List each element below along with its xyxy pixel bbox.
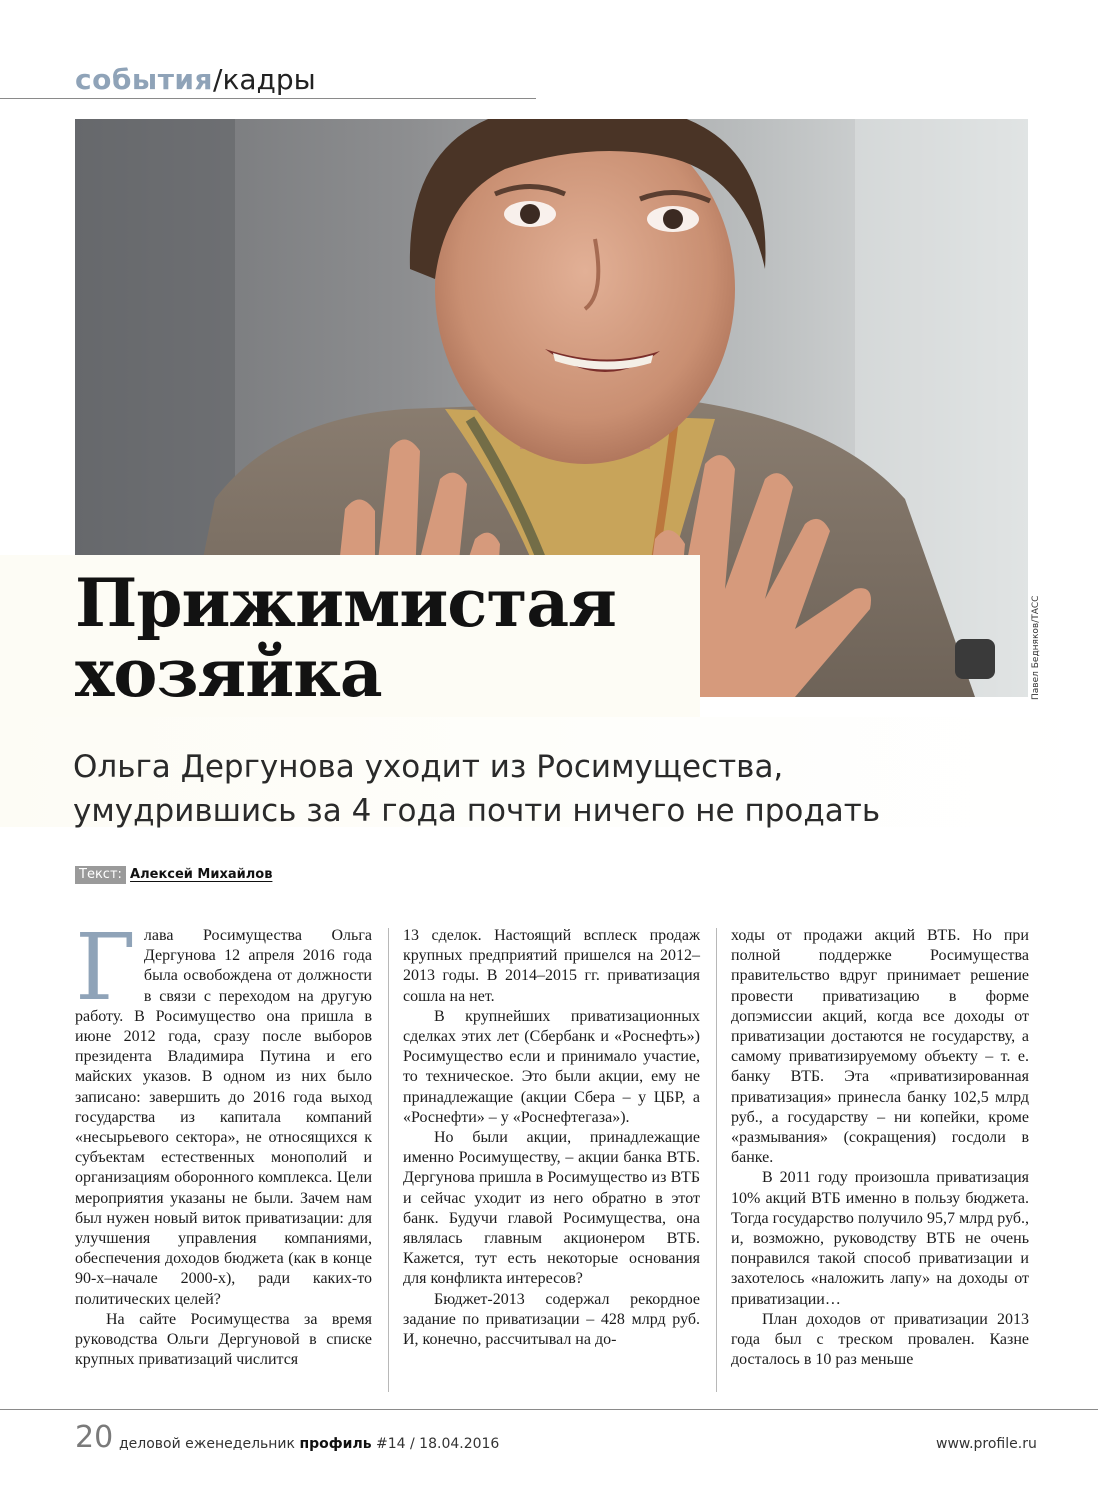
paragraph: лава Росимущества Ольга Дергунова 12 апреля 2016 года была освобождена от должности в связи с переходом на другую работу. В Росимущество она пришла в июне 2012 года, сразу после выборов президента Владимира Путина и его майских указов. В одном из них было записано: завершить до 2016 года выход государства из капитала компаний «несырьевого сектора», не относящихся к субъектам естественных монополий и организациям оборонного комплекса. Цели мероприятия указаны не были. Зачем нам был нужен новый виток приватизации: для улучшения управления компаниями, обеспечения доходов бюджета (как в конце 90-х–начале 2000-х), ради каких-то политических целей? xyxy=(75,927,372,1308)
photo-credit xyxy=(1031,590,1047,700)
footer-publication-prefix: деловой еженедельник xyxy=(119,1436,295,1452)
footer-brand: профиль xyxy=(299,1436,372,1452)
headline-line-2: хозяйка xyxy=(75,634,382,712)
paragraph: План доходов от приватизации 2013 года был с треском провален. Казне досталось в 10 раз меньше xyxy=(731,1310,1029,1369)
article-column-3 xyxy=(731,926,1029,1370)
paragraph: 13 сделок. Настоящий всплеск продаж крупных предприятий пришелся на 2012–2013 годы. В 2014–2015 гг. приватизация сошла на нет. xyxy=(403,927,700,1005)
page-number: 20 xyxy=(75,1420,114,1455)
footer-issue: #14 / 18.04.2016 xyxy=(376,1436,500,1452)
article-column-1 xyxy=(75,914,372,1370)
paragraph: На сайте Росимущества за время руководства Ольги Дергуновой в списке крупных приватизаций числится xyxy=(75,1310,372,1369)
rubric-subsection: кадры xyxy=(222,63,316,96)
paragraph: В крупнейших приватизационных сделках этих лет (Сбербанк и «Роснефть») Росимущество если и принимало участие, то техническое. Это были акции, ему не принадлежащие (акции Сбера – у ЦБР, а «Роснефти» – у «Роснефтегаза»). xyxy=(403,1007,700,1126)
lead-line-2: умудрившись за 4 года почти ничего не продать xyxy=(73,793,881,829)
photo-credit-text: Павел Бедняков/ТАСС xyxy=(1031,595,1041,700)
lead-line-1: Ольга Дергунова уходит из Росимущества, xyxy=(73,749,784,785)
paragraph: Но были акции, принадлежащие именно Росимуществу, – акции банка ВТБ. Дергунова пришла в Росимущество из ВТБ и сейчас уходит из него обратно в этот банк. Будучи главой Росимущества, она являлась главным акционером ВТБ. Кажется, тут есть некоторые основания для конфликта интересов? xyxy=(403,1129,700,1288)
lead-paragraph xyxy=(73,745,1033,833)
column-rule xyxy=(388,928,389,1392)
rubric xyxy=(75,62,316,99)
rubric-slash: / xyxy=(213,63,223,96)
rubric-section: события xyxy=(75,63,214,96)
byline-author: Алексей Михайлов xyxy=(130,867,273,882)
byline-label: Текст: xyxy=(75,866,126,884)
column-rule xyxy=(716,928,717,1392)
article-column-2 xyxy=(403,926,700,1350)
headline-line-1: Прижимистая xyxy=(75,564,616,642)
footer-publication xyxy=(119,1435,499,1453)
paragraph: Бюджет-2013 содержал рекордное задание по приватизации – 428 млрд руб. И, конечно, рассчитывал на до- xyxy=(403,1290,700,1349)
footer-divider xyxy=(0,1409,1098,1410)
paragraph: ходы от продажи акций ВТБ. Но при полной поддержке Росимущества правительство вдруг принимает решение провести приватизацию в форме допэмиссии акций, когда все доходы от приватизации достаются не государству, а самому приватизируемому объекту – т. е. банку ВТБ. Эта «приватизированная приватизация» принесла банку 102,5 млрд руб., а государству – ни копейки, кроме «размывания» (сокращения) госдоли в банке. xyxy=(731,927,1029,1167)
footer-url[interactable]: www.profile.ru xyxy=(936,1436,1037,1452)
paragraph: В 2011 году произошла приватизация 10% акций ВТБ именно в пользу бюджета. Тогда государство получило 95,7 млрд руб., и, возможно, руководству ВТБ не очень понравился такой способ приватизации и захотелось «наложить лапу» на доходы от приватизации… xyxy=(731,1169,1029,1308)
dropcap: Г xyxy=(75,914,136,1021)
byline xyxy=(75,866,272,884)
headline xyxy=(75,564,695,712)
